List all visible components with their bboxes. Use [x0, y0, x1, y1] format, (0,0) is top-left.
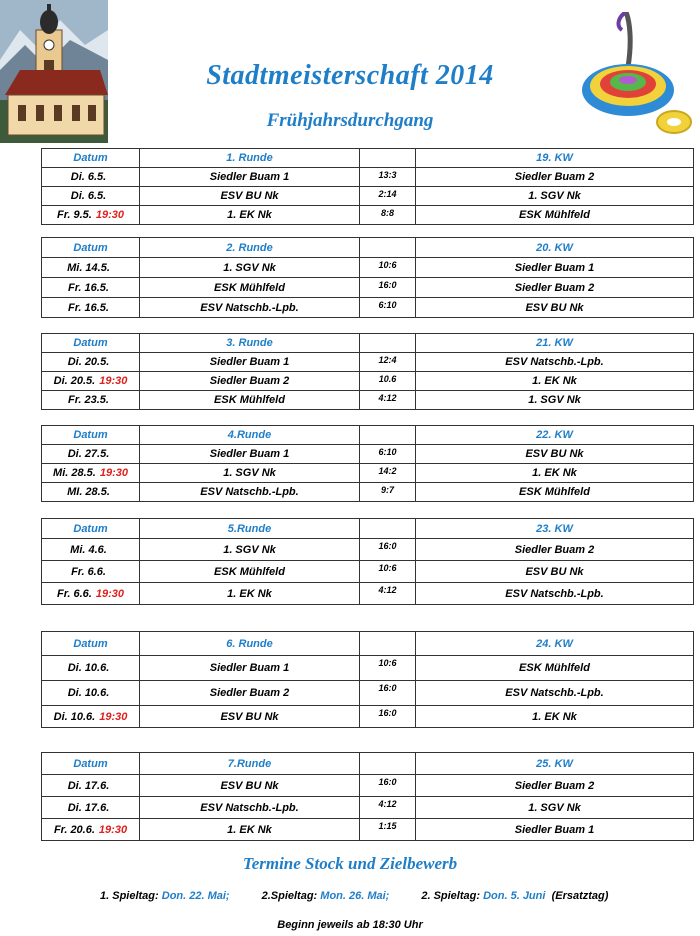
- table-row: [42, 539, 694, 561]
- runde-label: 4.Runde: [140, 426, 360, 445]
- game-score: 4:12: [360, 797, 416, 819]
- game-date: Di. 10.6.: [42, 656, 140, 681]
- datum-header: Datum: [42, 334, 140, 353]
- score-header: [360, 426, 416, 445]
- home-team: 1. EK Nk: [140, 206, 360, 225]
- away-team: Siedler Buam 1: [416, 258, 694, 278]
- away-team: Siedler Buam 2: [416, 278, 694, 298]
- home-team: Siedler Buam 1: [140, 168, 360, 187]
- score-header: [360, 149, 416, 168]
- away-team: Siedler Buam 2: [416, 775, 694, 797]
- game-date: Di. 17.6.: [42, 797, 140, 819]
- game-score: 10:6: [360, 656, 416, 681]
- runde-label: 2. Runde: [140, 238, 360, 258]
- away-team: ESV BU Nk: [416, 298, 694, 318]
- home-team: ESV Natschb.-Lpb.: [140, 298, 360, 318]
- datum-header: Datum: [42, 426, 140, 445]
- termine-heading: Termine Stock und Zielbewerb: [242, 854, 458, 873]
- game-date: Fr. 16.5.: [42, 278, 140, 298]
- home-team: Siedler Buam 1: [140, 656, 360, 681]
- datum-header: Datum: [42, 149, 140, 168]
- spieltag3-label: 2. Spieltag:: [421, 890, 481, 902]
- home-team: 1. EK Nk: [140, 819, 360, 841]
- game-date: Fr. 20.6. 19:30: [42, 819, 140, 841]
- round-header-row: [42, 753, 694, 775]
- round-header-row: [42, 149, 694, 168]
- away-team: 1. EK Nk: [416, 464, 694, 483]
- game-date: Fr. 23.5.: [42, 391, 140, 410]
- table-row: [42, 681, 694, 706]
- table-row: [42, 819, 694, 841]
- home-team: ESV BU Nk: [140, 706, 360, 728]
- game-score: 2:14: [360, 187, 416, 206]
- spieltag3-note: (Ersatztag): [551, 890, 609, 902]
- game-score: 16:0: [360, 539, 416, 561]
- away-team: ESK Mühlfeld: [416, 483, 694, 502]
- away-team: Siedler Buam 2: [416, 168, 694, 187]
- away-team: Siedler Buam 1: [416, 819, 694, 841]
- table-row: [42, 706, 694, 728]
- begin-time-note: Beginn jeweils ab 18:30 Uhr: [277, 919, 423, 931]
- home-team: Siedler Buam 1: [140, 445, 360, 464]
- game-score: 16:0: [360, 706, 416, 728]
- home-team: ESK Mühlfeld: [140, 391, 360, 410]
- game-score: 13:3: [360, 168, 416, 187]
- kw-label: 23. KW: [416, 519, 694, 539]
- home-team: 1. SGV Nk: [140, 258, 360, 278]
- spieltag2-date: Mon. 26. Mai;: [320, 890, 390, 902]
- game-date: Di. 10.6.: [42, 681, 140, 706]
- game-score: 16:0: [360, 681, 416, 706]
- kw-label: 21. KW: [416, 334, 694, 353]
- game-date: Mi. 28.5. 19:30: [42, 464, 140, 483]
- away-team: 1. EK Nk: [416, 372, 694, 391]
- game-score: 6:10: [360, 298, 416, 318]
- spieltag1-label: 1. Spieltag:: [100, 890, 159, 902]
- home-team: 1. SGV Nk: [140, 539, 360, 561]
- home-team: Siedler Buam 2: [140, 372, 360, 391]
- away-team: ESV BU Nk: [416, 561, 694, 583]
- round-table-4: [41, 425, 694, 502]
- page-subtitle: Frühjahrsdurchgang: [266, 110, 434, 131]
- away-team: ESV Natschb.-Lpb.: [416, 353, 694, 372]
- kw-label: 24. KW: [416, 632, 694, 656]
- away-team: Siedler Buam 2: [416, 539, 694, 561]
- table-row: [42, 656, 694, 681]
- round-table-3: [41, 333, 694, 410]
- datum-header: Datum: [42, 519, 140, 539]
- away-team: 1. SGV Nk: [416, 187, 694, 206]
- game-date: Di. 20.5.: [42, 353, 140, 372]
- table-row: [42, 168, 694, 187]
- round-table-6: [41, 631, 694, 728]
- game-date: Fr. 6.6.: [42, 561, 140, 583]
- round-table-1: [41, 148, 694, 225]
- table-row: [42, 372, 694, 391]
- game-date: Fr. 6.6. 19:30: [42, 583, 140, 605]
- game-score: 4:12: [360, 391, 416, 410]
- kw-label: 22. KW: [416, 426, 694, 445]
- game-date: Di. 6.5.: [42, 168, 140, 187]
- round-header-row: [42, 632, 694, 656]
- table-row: [42, 353, 694, 372]
- game-score: 8:8: [360, 206, 416, 225]
- runde-label: 6. Runde: [140, 632, 360, 656]
- datum-header: Datum: [42, 238, 140, 258]
- table-row: [42, 464, 694, 483]
- home-team: 1. SGV Nk: [140, 464, 360, 483]
- spieltag1-date: Don. 22. Mai;: [161, 890, 230, 902]
- kw-label: 25. KW: [416, 753, 694, 775]
- table-row: [42, 483, 694, 502]
- table-row: [42, 583, 694, 605]
- score-header: [360, 632, 416, 656]
- home-team: Siedler Buam 2: [140, 681, 360, 706]
- table-row: [42, 206, 694, 225]
- runde-label: 1. Runde: [140, 149, 360, 168]
- round-table-7: [41, 752, 694, 841]
- away-team: ESK Mühlfeld: [416, 206, 694, 225]
- score-header: [360, 334, 416, 353]
- away-team: 1. SGV Nk: [416, 391, 694, 410]
- home-team: ESV BU Nk: [140, 187, 360, 206]
- score-header: [360, 753, 416, 775]
- spieltag2-label: 2.Spieltag:: [261, 890, 318, 902]
- away-team: 1. SGV Nk: [416, 797, 694, 819]
- home-team: ESV BU Nk: [140, 775, 360, 797]
- game-date: Mi. 14.5.: [42, 258, 140, 278]
- round-header-row: [42, 238, 694, 258]
- home-team: ESV Natschb.-Lpb.: [140, 797, 360, 819]
- home-team: ESK Mühlfeld: [140, 561, 360, 583]
- runde-label: 7.Runde: [140, 753, 360, 775]
- runde-label: 5.Runde: [140, 519, 360, 539]
- game-date: Di. 27.5.: [42, 445, 140, 464]
- table-row: [42, 298, 694, 318]
- game-date: Di. 17.6.: [42, 775, 140, 797]
- table-row: [42, 278, 694, 298]
- table-row: [42, 258, 694, 278]
- game-date: MI. 28.5.: [42, 483, 140, 502]
- game-score: 1:15: [360, 819, 416, 841]
- away-team: ESV Natschb.-Lpb.: [416, 681, 694, 706]
- game-score: 10.6: [360, 372, 416, 391]
- game-date: Di. 10.6. 19:30: [42, 706, 140, 728]
- home-team: ESK Mühlfeld: [140, 278, 360, 298]
- kw-label: 19. KW: [416, 149, 694, 168]
- away-team: ESV BU Nk: [416, 445, 694, 464]
- game-date: Fr. 9.5. 19:30: [42, 206, 140, 225]
- datum-header: Datum: [42, 753, 140, 775]
- table-row: [42, 445, 694, 464]
- runde-label: 3. Runde: [140, 334, 360, 353]
- round-header-row: [42, 426, 694, 445]
- game-score: 16:0: [360, 278, 416, 298]
- game-score: 16:0: [360, 775, 416, 797]
- datum-header: Datum: [42, 632, 140, 656]
- round-header-row: [42, 519, 694, 539]
- table-row: [42, 775, 694, 797]
- home-team: Siedler Buam 1: [140, 353, 360, 372]
- table-row: [42, 391, 694, 410]
- table-row: [42, 561, 694, 583]
- game-score: 14:2: [360, 464, 416, 483]
- table-row: [42, 187, 694, 206]
- game-score: 4:12: [360, 583, 416, 605]
- kw-label: 20. KW: [416, 238, 694, 258]
- game-score: 10:6: [360, 258, 416, 278]
- game-date: Di. 6.5.: [42, 187, 140, 206]
- score-header: [360, 519, 416, 539]
- game-date: Di. 20.5. 19:30: [42, 372, 140, 391]
- away-team: 1. EK Nk: [416, 706, 694, 728]
- home-team: 1. EK Nk: [140, 583, 360, 605]
- spieltag3-date: Don. 5. Juni: [483, 890, 546, 902]
- game-score: 6:10: [360, 445, 416, 464]
- game-date: Mi. 4.6.: [42, 539, 140, 561]
- away-team: ESK Mühlfeld: [416, 656, 694, 681]
- round-header-row: [42, 334, 694, 353]
- game-date: Fr. 16.5.: [42, 298, 140, 318]
- home-team: ESV Natschb.-Lpb.: [140, 483, 360, 502]
- game-score: 9:7: [360, 483, 416, 502]
- table-row: [42, 797, 694, 819]
- page-title: Stadtmeisterschaft 2014: [206, 60, 494, 91]
- away-team: ESV Natschb.-Lpb.: [416, 583, 694, 605]
- round-table-5: [41, 518, 694, 605]
- game-score: 12:4: [360, 353, 416, 372]
- game-score: 10:6: [360, 561, 416, 583]
- round-table-2: [41, 237, 694, 318]
- spieltag-line: [100, 890, 608, 902]
- score-header: [360, 238, 416, 258]
